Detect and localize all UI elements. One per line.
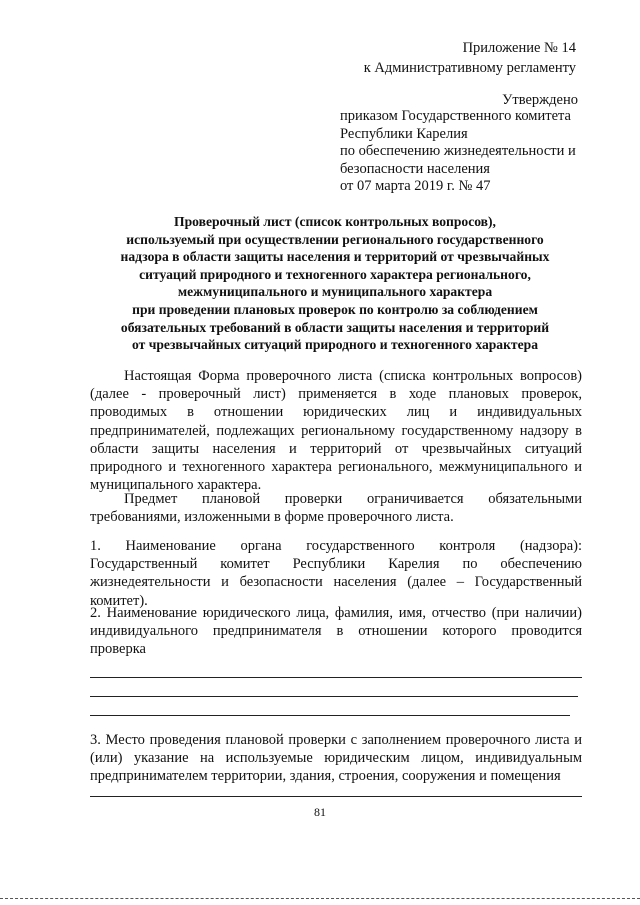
appendix-reference: к Административному регламенту bbox=[363, 60, 576, 76]
fill-line bbox=[90, 677, 582, 678]
fill-line bbox=[90, 715, 570, 716]
scan-edge-line bbox=[0, 898, 640, 899]
approval-line: Республики Карелия bbox=[340, 125, 468, 142]
title-line: Проверочный лист (список контрольных вопросов), bbox=[174, 214, 496, 229]
appendix-number: Приложение № 14 bbox=[462, 40, 576, 56]
approval-line: от 07 марта 2019 г. № 47 bbox=[340, 178, 491, 194]
page-number: 81 bbox=[314, 805, 326, 819]
approval-line: приказом Государственного комитета bbox=[340, 108, 571, 124]
appendix-header bbox=[364, 38, 576, 78]
title-line: используемый при осуществлении регионального государственного bbox=[126, 231, 544, 247]
title-line: межмуниципального и муниципального характера bbox=[177, 284, 493, 300]
title-line: при проведении плановых проверок по контролю за соблюдением bbox=[132, 301, 538, 317]
intro-paragraph: Настоящая Форма проверочного листа (списка контрольных вопросов) (далее - проверочный лист) применяется в ходе плановых проверок, проводимых в отношении юридических лиц и индивидуальных предпринимателей, подлежащих региональному государственному надзору в области защиты населения и территорий от чрезвычайных ситуаций природного и техногенного характера регионального, межмуниципального и муниципального характера. bbox=[90, 368, 582, 494]
document-title bbox=[80, 213, 590, 354]
title-line: обязательных требований в области защиты населения и территорий bbox=[120, 319, 550, 335]
title-line: от чрезвычайных ситуаций природного и техногенного характера bbox=[132, 337, 538, 353]
approval-line: безопасности населения bbox=[340, 160, 490, 177]
approval-line: по обеспечению жизнедеятельности и bbox=[340, 143, 576, 159]
approval-block bbox=[340, 108, 590, 196]
item-2-entity-name: 2. Наименование юридического лица, фамилия, имя, отчество (при наличии) индивидуального предпринимателя в отношении которого проводится проверка bbox=[90, 605, 582, 658]
item-3-inspection-location: 3. Место проведения плановой проверки с заполнением проверочного листа и (или) указание на используемые юридическим лицом, индивидуальным предпринимателем территории, здания, строения, сооружения и помещения bbox=[90, 732, 582, 785]
fill-line bbox=[90, 796, 582, 797]
title-line: ситуаций природного и техногенного характера регионального, bbox=[139, 266, 531, 282]
item-1-control-body: 1. Наименование органа государственного контроля (надзора): Государственный комитет Республики Карелия по обеспечению жизнедеятельности и безопасности населения (далее – Государственный комитет). bbox=[90, 538, 582, 609]
fill-line bbox=[90, 696, 578, 697]
title-line: надзора в области защиты населения и территорий от чрезвычайных bbox=[120, 249, 550, 265]
approved-label: Утверждено bbox=[502, 92, 578, 108]
subject-paragraph: Предмет плановой проверки ограничивается обязательными требованиями, изложенными в форме проверочного листа. bbox=[90, 491, 582, 526]
